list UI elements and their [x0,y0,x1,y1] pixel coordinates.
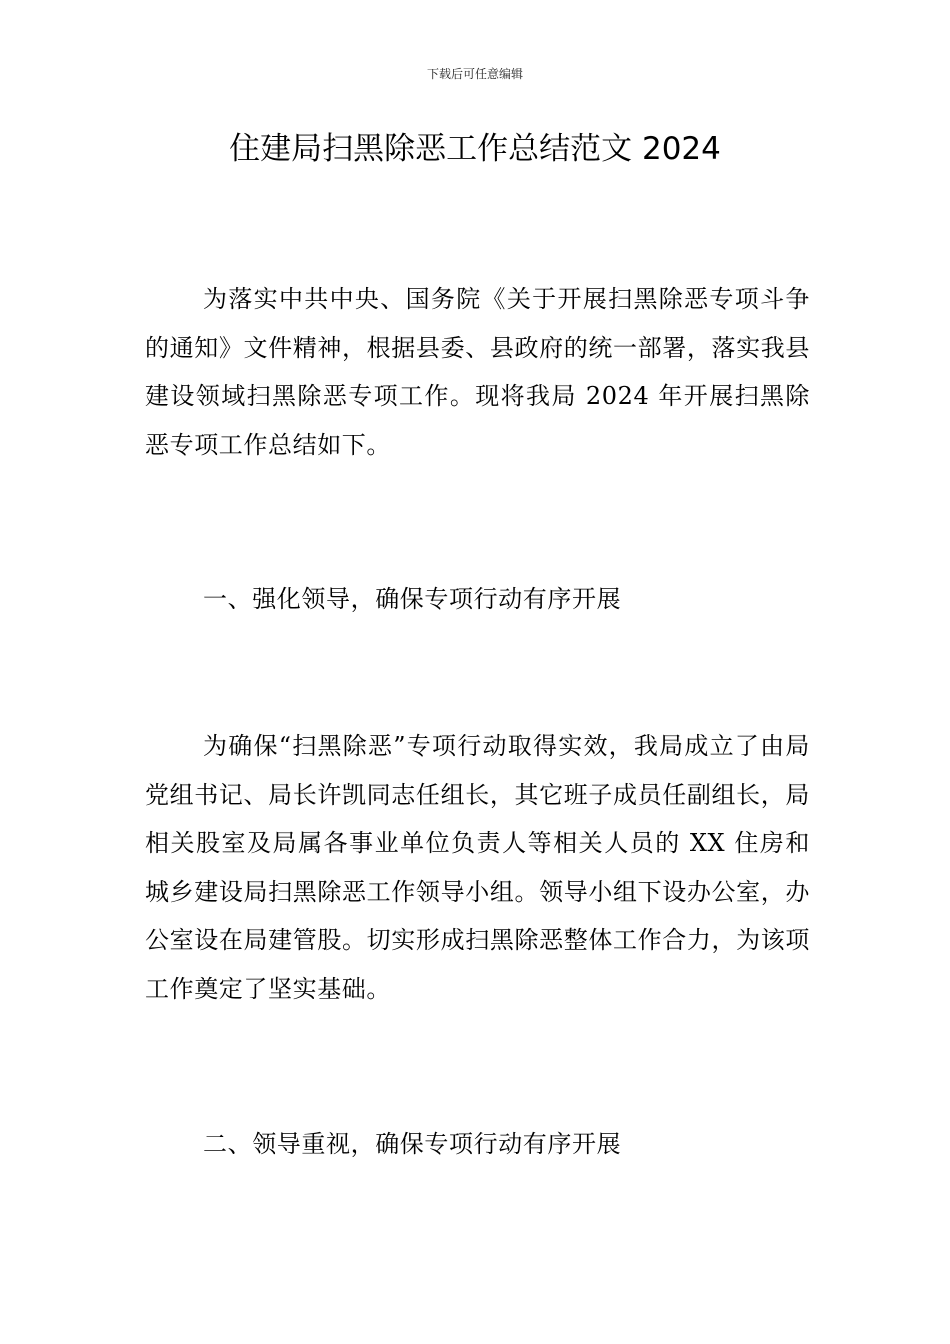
document-title: 住建局扫黑除恶工作总结范文 2024 [229,131,721,167]
section-heading-1: 一、强化领导，确保专项行动有序开展 [203,585,622,613]
section-heading-2: 二、领导重视，确保专项行动有序开展 [203,1130,622,1158]
header-note: 下载后可任意编辑 [426,67,523,81]
intro-paragraph: 为落实中共中央、国务院《关于开展扫黑除恶专项斗争的通知》文件精神，根据县委、县政府的统一部署，落实我县建设领域扫黑除恶专项工作。现将我局 2024 年开展扫黑除恶专项工作总结如下。 [145,285,810,459]
section-1-paragraph: 为确保“扫黑除恶”专项行动取得实效，我局成立了由局党组书记、局长许凯同志任组长，其它班子成员任副组长，局相关股室及局属各事业单位负责人等相关人员的 XX 住房和城乡建设局扫黑除恶工作领导小组。领导小组下设办公室，办公室设在局建管股。切实形成扫黑除恶整体工作合力，为该项工作奠定了坚实基础。 [145,732,810,1003]
